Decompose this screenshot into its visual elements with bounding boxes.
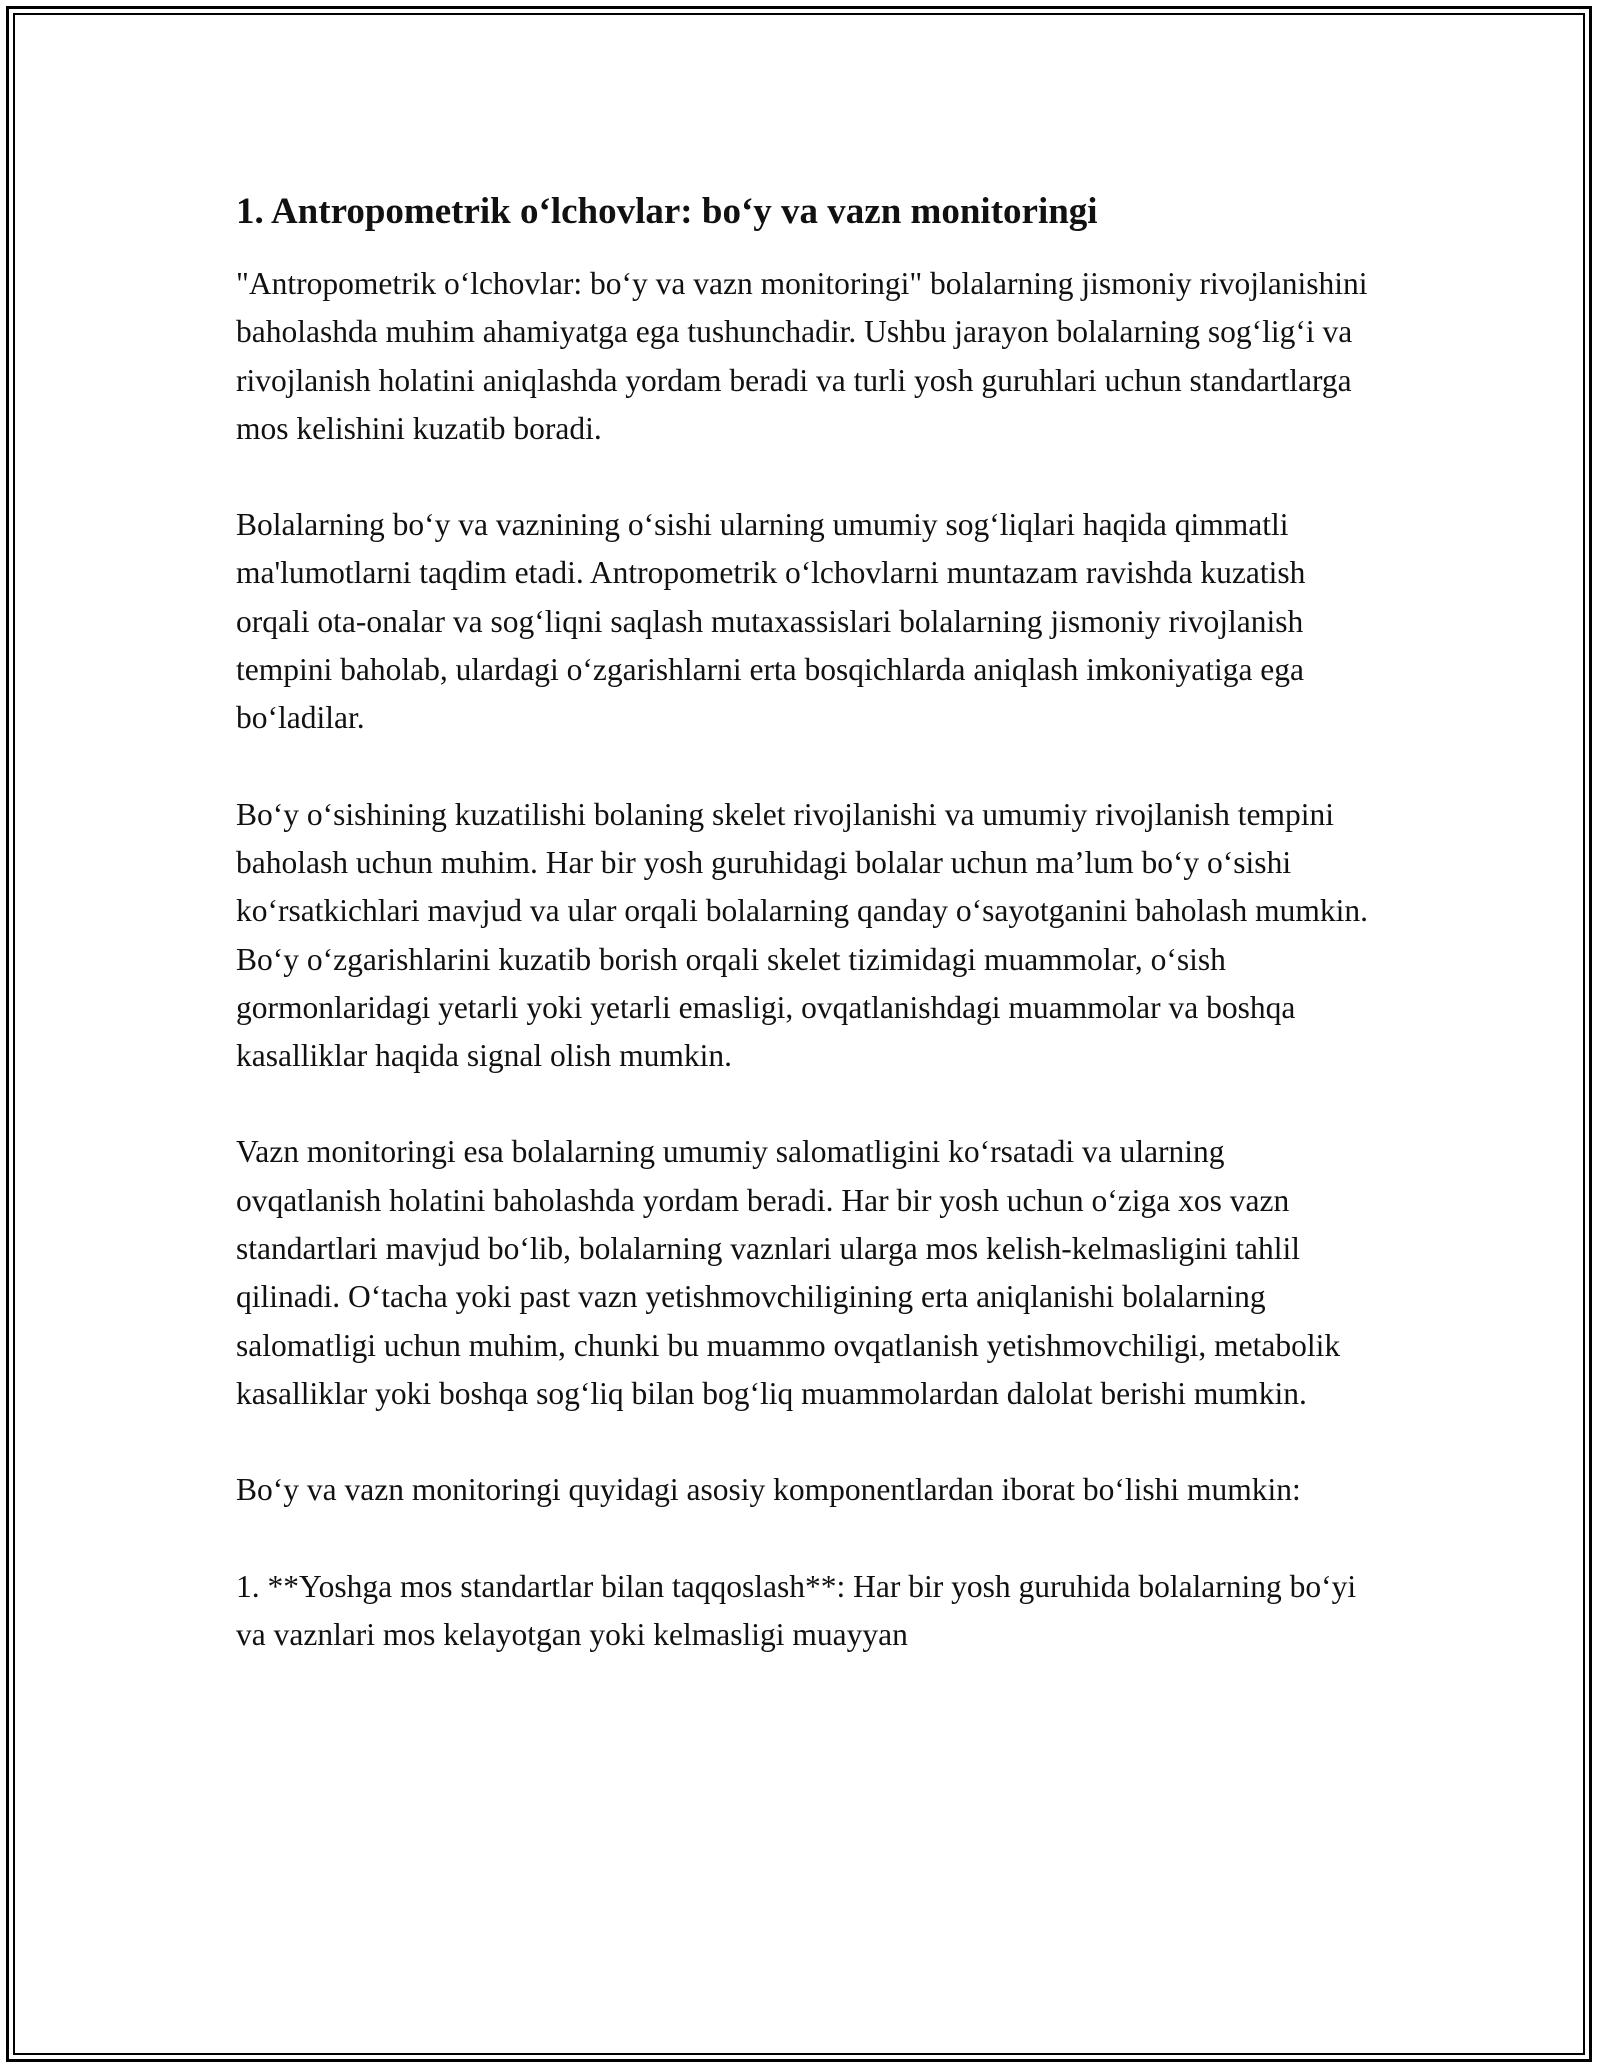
paragraph-components-intro: Bo‘y va vazn monitoringi quyidagi asosiy komponentlardan iborat bo‘lishi mumkin: — [236, 1472, 1301, 1508]
paragraph-intro: "Antropometrik o‘lchovlar: bo‘y va vazn monitoringi" bolalarning jismoniy rivojlanishini baholashda muhim ahamiyatga ega tushunchadir. Ushbu jarayon bolalarning sog‘lig‘i va rivojlanish holatini aniqlashda yordam beradi va turli yosh guruhlari uchun standartlarga mos kelishini kuzatib boradi. — [236, 266, 1368, 446]
list-item-age-standards: 1. **Yoshga mos standartlar bilan taqqoslash**: Har bir yosh guruhida bolalarning bo‘yi va vaznlari mos kelayotgan yoki kelmasligi muayyan — [236, 1568, 1357, 1652]
section-heading: 1. Antropometrik o‘lchovlar: bo‘y va vazn monitoringi — [236, 191, 1098, 232]
paragraph-growth-overview: Bolalarning bo‘y va vaznining o‘sishi ularning umumiy sog‘liqlari haqida qimmatli ma'lumotlarni taqdim etadi. Antropometrik o‘lchovlarni muntazam ravishda kuzatish orqali ota-onalar va sog‘liqni saqlash mutaxassislari bolalarning jismoniy rivojlanish tempini baholab, ulardagi o‘zgarishlarni erta bosqichlarda aniqlash imkoniyatiga ega bo‘ladilar. — [236, 507, 1306, 736]
document-body — [236, 188, 1376, 1707]
paragraph-height-monitoring: Bo‘y o‘sishining kuzatilishi bolaning skelet rivojlanishi va umumiy rivojlanish tempini baholash uchun muhim. Har bir yosh guruhidagi bolalar uchun ma’lum bo‘y o‘sishi ko‘rsatkichlari mavjud va ular orqali bolalarning qanday o‘sayotganini baholash mumkin. Bo‘y o‘zgarishlarini kuzatib borish orqali skelet tizimidagi muammolar, o‘sish gormonlaridagi yetarli yoki yetarli emasligi, ovqatlanishdagi muammolar va boshqa kasalliklar haqida signal olish mumkin. — [236, 796, 1368, 1074]
paragraph-weight-monitoring: Vazn monitoringi esa bolalarning umumiy salomatligini ko‘rsatadi va ularning ovqatlanish holatini baholashda yordam beradi. Har bir yosh uchun o‘ziga xos vazn standartlari mavjud bo‘lib, bolalarning vaznlari ularga mos kelish-kelmasligini tahlil qilinadi. O‘tacha yoki past vazn yetishmovchiligining erta aniqlanishi bolalarning salomatligi uchun muhim, chunki bu muammo ovqatlanish yetishmovchiligi, metabolik kasalliklar yoki boshqa sog‘liq bilan bog‘liq muammolardan dalolat berishi mumkin. — [236, 1134, 1341, 1411]
